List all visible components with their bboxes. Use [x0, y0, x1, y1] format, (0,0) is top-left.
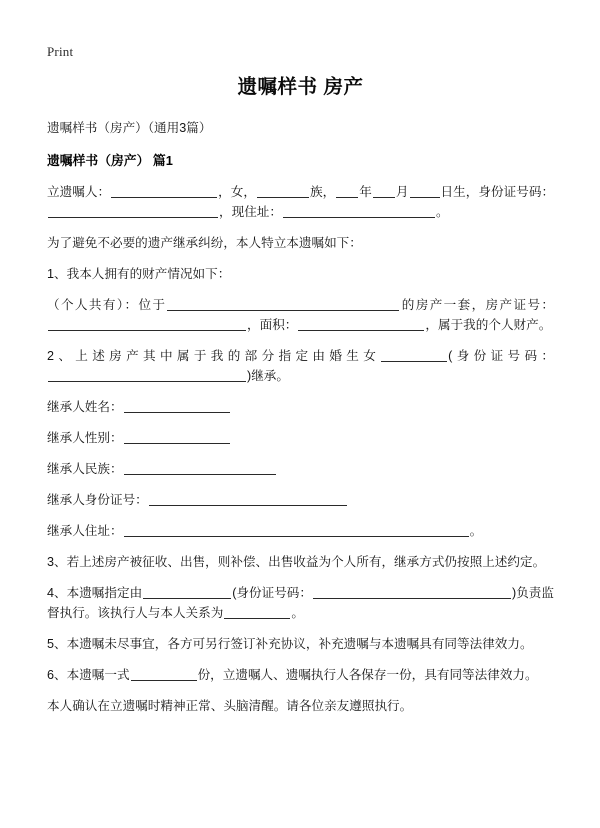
property-cert-label: 的房产一套，房产证号： [400, 298, 555, 312]
heir-gender-label: 继承人性别： [47, 431, 123, 445]
testator-name-field[interactable] [111, 184, 217, 198]
clause-2-paragraph [47, 346, 554, 386]
heir-id-label: 继承人身份证号： [47, 493, 148, 507]
daughter-id-field[interactable] [48, 368, 246, 382]
print-button[interactable]: Print [47, 44, 74, 59]
daughter-name-field[interactable] [381, 348, 447, 362]
heir-gender-row [47, 428, 554, 448]
testator-ethnicity-label: 族， [309, 185, 336, 199]
clause-6-paragraph [47, 665, 554, 685]
testator-birth-month-field[interactable] [373, 184, 395, 198]
executor-relation-field[interactable] [224, 605, 290, 619]
heir-address-suffix: 。 [469, 524, 483, 538]
heir-name-label: 继承人姓名： [47, 400, 123, 414]
section-heading-piece-1: 遗嘱样书（房产） 篇1 [47, 153, 173, 168]
heir-id-row [47, 490, 554, 510]
property-paragraph [47, 295, 554, 335]
testator-id-label: 日生，身份证号码： [440, 185, 555, 199]
clause-5-paragraph: 5、本遗嘱未尽事宜，各方可另行签订补充协议，补充遗嘱与本遗嘱具有同等法律效力。 [47, 637, 533, 651]
clause-2-end-label: )继承。 [247, 369, 289, 383]
clause-2-id-label: (身份证号码： [448, 349, 554, 363]
heir-id-field[interactable] [149, 492, 347, 506]
heir-ethnicity-row [47, 459, 554, 479]
closing-paragraph: 本人确认在立遗嘱时精神正常、头脑清醒。请各位亲友遵照执行。 [47, 699, 413, 713]
clause-6-label: 6、本遗嘱一式 [47, 668, 130, 682]
clause-4-id-label: (身份证号码： [232, 586, 312, 600]
executor-id-field[interactable] [313, 585, 511, 599]
property-location-field[interactable] [167, 297, 399, 311]
testator-birth-year-field[interactable] [336, 184, 358, 198]
testator-birth-day-field[interactable] [410, 184, 440, 198]
intro-paragraph: 为了避免不必要的遗产继承纠纷，本人特立本遗嘱如下： [47, 236, 362, 250]
testator-address-label: ，现住址： [219, 205, 282, 219]
testator-id-field[interactable] [48, 204, 218, 218]
clause-6-end-label: 份，立遗嘱人、遗嘱执行人各保存一份，具有同等法律效力。 [197, 668, 538, 682]
testator-line-end: 。 [435, 205, 449, 219]
clause-3-paragraph: 3、若上述房产被征收、出售，则补偿、出售收益为个人所有，继承方式仍按照上述约定。 [47, 555, 546, 569]
testator-gender-label: ，女， [218, 185, 256, 199]
clause-2-label: 2、上述房产其中属于我的部分指定由婚生女 [47, 349, 381, 363]
testator-year-label: 年 [359, 185, 372, 199]
document-subtitle: 遗嘱样书（房产）（通用3篇） [47, 121, 212, 135]
testator-month-label: 月 [395, 185, 409, 199]
clause-1-paragraph: 1、我本人拥有的财产情况如下： [47, 267, 231, 281]
testator-ethnicity-field[interactable] [257, 184, 309, 198]
property-ownership-label: （个人共有）：位于 [47, 298, 167, 312]
heir-ethnicity-label: 继承人民族： [47, 462, 123, 476]
testator-info-paragraph [47, 182, 554, 222]
property-cert-number-field[interactable] [48, 317, 246, 331]
property-area-field[interactable] [298, 317, 424, 331]
clause-4-paragraph [47, 583, 554, 623]
testator-address-field[interactable] [283, 204, 435, 218]
page-title: 遗嘱样书 房产 [237, 76, 364, 98]
heir-address-label: 继承人住址： [47, 524, 123, 538]
executor-name-field[interactable] [143, 585, 231, 599]
testator-label: 立遗嘱人： [47, 185, 111, 199]
heir-address-field[interactable] [124, 523, 469, 537]
heir-ethnicity-field[interactable] [124, 461, 276, 475]
clause-4-relation-label: )负责监督执行。该执行人与本人关系为 [47, 586, 554, 620]
property-line-end: ，属于我的个人财产。 [425, 318, 552, 332]
clause-4-label: 4、本遗嘱指定由 [47, 586, 143, 600]
heir-name-field[interactable] [124, 399, 230, 413]
heir-name-row [47, 397, 554, 417]
heir-gender-field[interactable] [124, 430, 230, 444]
heir-address-row [47, 521, 554, 541]
copies-count-field[interactable] [131, 667, 197, 681]
property-area-label: ，面积： [247, 318, 298, 332]
clause-4-end-label: 。 [291, 606, 304, 620]
